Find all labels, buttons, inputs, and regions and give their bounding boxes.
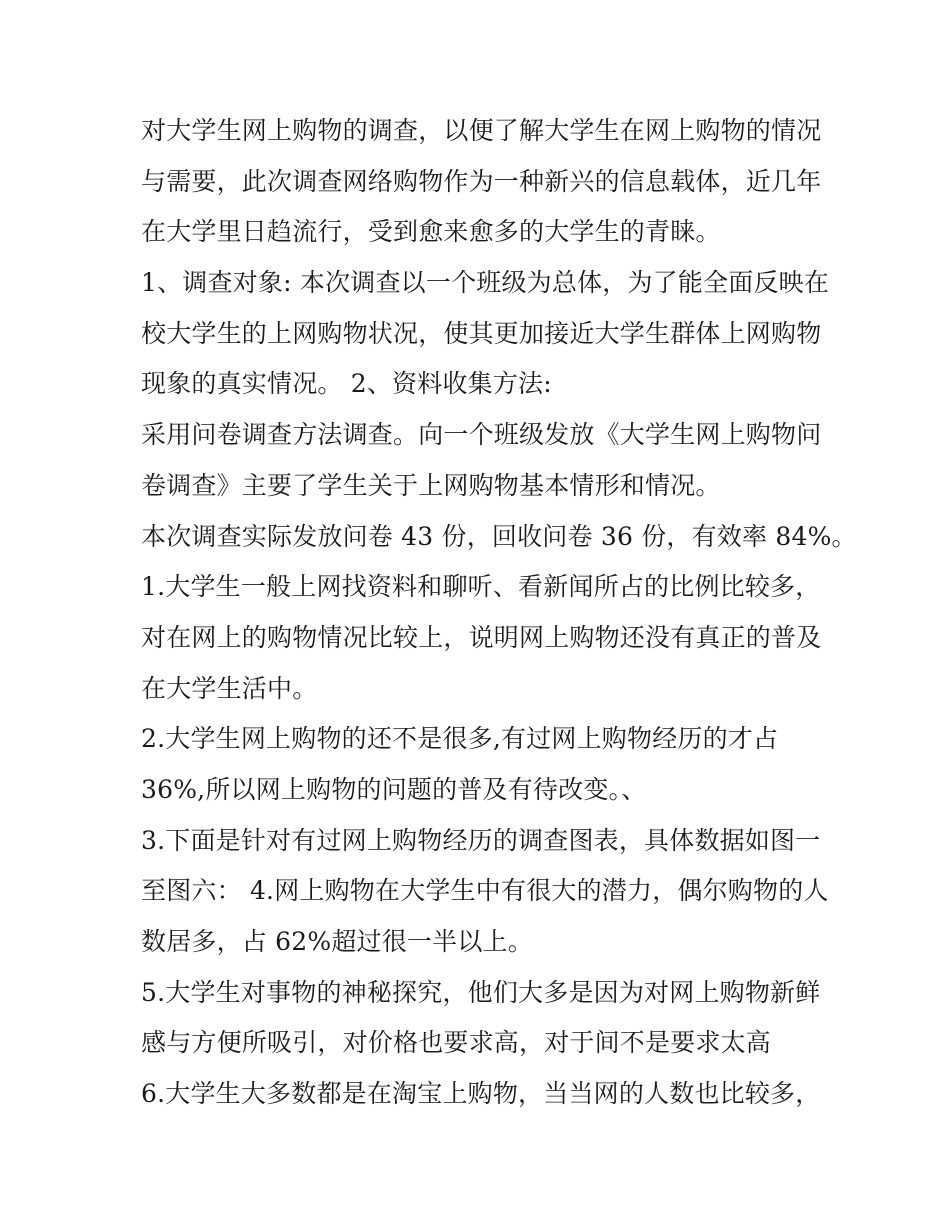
text-line: 现象的真实情况。 2、资料收集方法:: [141, 369, 552, 399]
text-line: 与需要，此次调查网络购物作为一种新兴的信息载体，近几年: [141, 166, 822, 196]
text-line: 本次调查实际发放问卷 43 份，回收问卷 36 份，有效率 84%。: [141, 521, 857, 551]
text-line: 对大学生网上购物的调查，以便了解大学生在网上购物的情况: [141, 116, 822, 145]
text-line: 1.大学生一般上网找资料和聊听、看新闻所占的比例比较多，: [141, 572, 821, 602]
text-line: 2.大学生网上购物的还不是很多,有过网上购物经历的才占: [141, 724, 779, 754]
text-line: 数居多，占 62%超过很一半以上。: [141, 927, 533, 956]
text-line: 36%,所以网上购物的问题的普及有待改变。、: [141, 774, 647, 804]
text-line: 校大学生的上网购物状况，使其更加接近大学生群体上网购物: [141, 318, 822, 348]
text-line: 至图六： 4.网上购物在大学生中有很大的潜力，偶尔购物的人: [141, 876, 829, 906]
text-line: 感与方便所吸引，对价格也要求高，对于间不是要求太高: [141, 1028, 772, 1058]
document-body: [141, 106, 857, 1120]
text-line: 6.大学生大多数都是在淘宝上购物，当当网的人数也比较多，: [141, 1079, 821, 1109]
text-line: 卷调查》主要了学生关于上网购物基本情形和情况。: [141, 470, 721, 500]
text-line: 采用问卷调查方法调查。向一个班级发放《大学生网上购物问: [141, 420, 822, 450]
text-line: 5.大学生对事物的神秘探究，他们大多是因为对网上购物新鲜: [141, 977, 821, 1007]
text-line: 对在网上的购物情况比较上，说明网上购物还没有真正的普及: [141, 622, 822, 652]
text-line: 1、调查对象: 本次调查以一个班级为总体，为了能全面反映在: [141, 268, 830, 298]
text-line: 在大学生活中。: [141, 673, 318, 703]
text-line: 在大学里日趋流行，受到愈来愈多的大学生的青睐。: [141, 217, 721, 247]
text-line: 3.下面是针对有过网上购物经历的调查图表，具体数据如图一: [141, 825, 821, 855]
